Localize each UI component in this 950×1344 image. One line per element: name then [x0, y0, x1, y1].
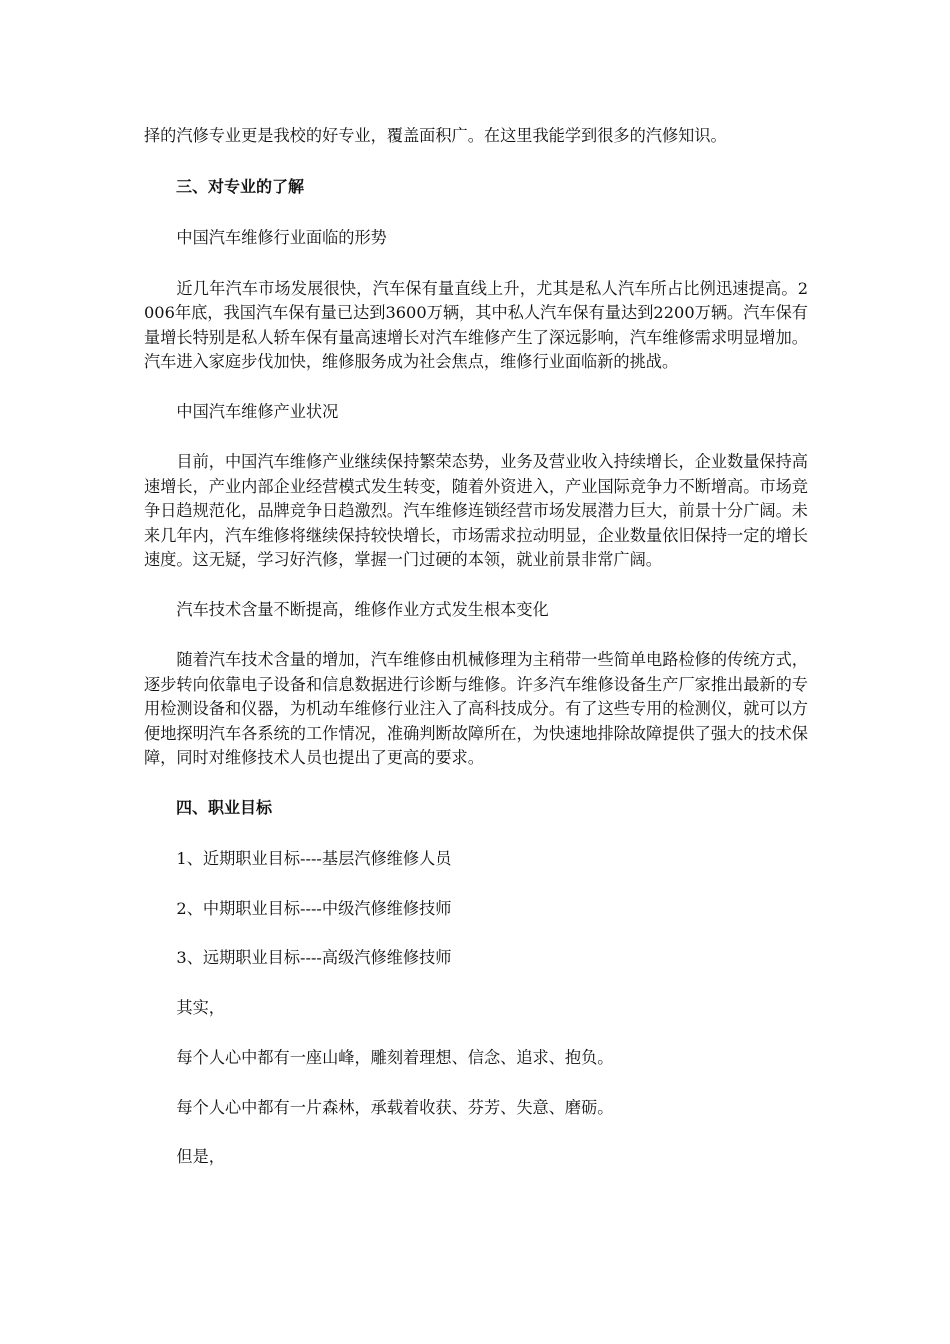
subheading-technology: 汽车技术含量不断提高，维修作业方式发生根本变化	[176, 599, 549, 619]
paragraph-but: 但是，	[176, 1147, 225, 1166]
section-heading-major-understanding: 三、对专业的了解	[176, 176, 305, 196]
paragraph-mountain: 每个人心中都有一座山峰，雕刻着理想、信念、追求、抱负。	[176, 1048, 614, 1067]
career-goal-long-term: 3、远期职业目标----高级汽修维修技师	[176, 948, 452, 967]
section-heading-career-goals: 四、职业目标	[176, 797, 273, 817]
paragraph-car-market: 近几年汽车市场发展很快，汽车保有量直线上升，尤其是私人汽车所占比例迅速提高。2006年底，我国汽车保有量已达到3600万辆，其中私人汽车保有量达到2200万辆。汽车保有量增长特别是私人轿车保有量高速增长对汽车维修产生了深远影响，汽车维修需求明显增加。汽车进入家庭步伐加快，维修服务成为社会焦点，维修行业面临新的挑战。	[144, 278, 808, 371]
paragraph-intro-continuation: 择的汽修专业更是我校的好专业，覆盖面积广。在这里我能学到很多的汽修知识。	[144, 126, 727, 145]
document-body	[144, 124, 808, 1170]
paragraph-forest: 每个人心中都有一片森林，承载着收获、芬芳、失意、磨砺。	[176, 1097, 614, 1117]
paragraph-actually: 其实，	[176, 997, 225, 1017]
subheading-industry-situation: 中国汽车维修行业面临的形势	[176, 228, 387, 247]
career-goal-short-term: 1、近期职业目标----基层汽修维修人员	[176, 849, 452, 868]
paragraph-industry-status: 目前，中国汽车维修产业继续保持繁荣态势，业务及营业收入持续增长，企业数量保持高速增长，产业内部企业经营模式发生转变，随着外资进入，产业国际竞争力不断增高。市场竞争日趋规范化，品牌竞争日趋激烈。汽车维修连锁经营市场发展潜力巨大，前景十分广阔。未来几年内，汽车维修将继续保持较快增长，市场需求拉动明显，企业数量依旧保持一定的增长速度。这无疑，学习好汽修，掌握一门过硬的本领，就业前景非常广阔。	[144, 452, 808, 569]
subheading-industry-status: 中国汽车维修产业状况	[176, 401, 339, 421]
paragraph-technology: 随着汽车技术含量的增加，汽车维修由机械修理为主稍带一些简单电路检修的传统方式，逐步转向依靠电子设备和信息数据进行诊断与维修。许多汽车维修设备生产厂家推出最新的专用检测设备和仪器，为机动车维修行业注入了高科技成分。有了这些专用的检测仪，就可以方便地探明汽车各系统的工作情况，准确判断故障所在，为快速地排除故障提供了强大的技术保障，同时对维修技术人员也提出了更高的要求。	[144, 650, 808, 767]
career-goal-mid-term: 2、中期职业目标----中级汽修维修技师	[176, 898, 452, 918]
